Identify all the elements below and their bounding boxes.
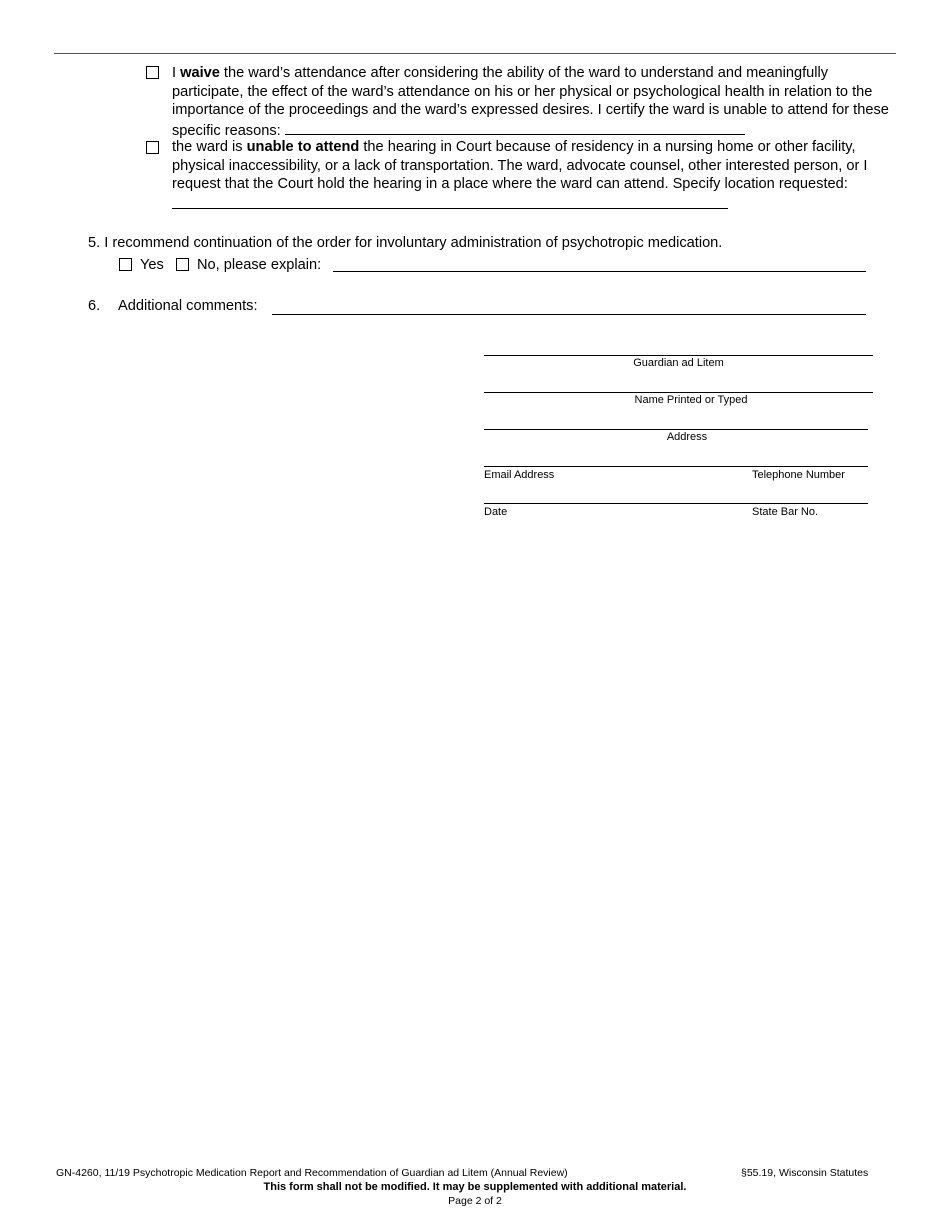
yes-checkbox[interactable] [119,258,132,271]
form-notice: This form shall not be modified. It may be supplemented with additional material. [263,1181,687,1193]
address-line[interactable] [484,429,868,430]
email-phone-line[interactable] [484,466,868,467]
date-bar-line[interactable] [484,503,868,504]
waive-paragraph [172,64,896,140]
email-label: Email Address [484,469,555,481]
waive-checkbox[interactable] [146,66,159,79]
name-label: Name Printed or Typed [634,394,748,406]
waive-bold-text: waive [180,65,220,81]
form-id: GN-4260, 11/19 Psychotropic Medication Report and Recommendation of Guardian ad Litem (Annual Review) [56,1167,568,1179]
unable-bold-text: unable to attend [246,139,360,155]
address-label: Address [666,431,708,443]
phone-label: Telephone Number [752,469,845,481]
waive-pre-text: I [172,65,181,81]
waive-text: the ward’s attendance after considering the ability of the ward to understand and meaningfully participate, the effect of the ward’s attendance on his or her physical or psychological health in relation to the importance of the proceedings and the ward’s expressed desires. I certify the ward is unable to attend for these specific reasons: [172,65,889,139]
gal-signature-line[interactable] [484,355,873,356]
item-5 [88,234,722,253]
unable-text: the hearing in Court because of residency in a nursing home or other facility, physical inaccessibility, or a lack of transportation. The ward, advocate counsel, other interested person, or I request that the Court hold the hearing in a place where the ward can attend. Specify location requested: [172,139,868,193]
statute-ref: §55.19, Wisconsin Statutes [741,1167,869,1179]
date-label: Date [484,506,508,518]
yes-label: Yes [140,257,164,273]
item-5-text: I recommend continuation of the order for involuntary administration of psychotropic medication. [104,235,723,251]
waive-reasons-field[interactable] [285,120,745,135]
name-line[interactable] [484,392,873,393]
page-number: Page 2 of 2 [448,1195,502,1207]
top-divider [54,53,896,54]
comments-field[interactable] [272,314,866,315]
unable-pre-text: the ward is [172,139,247,155]
item-6-label: Additional comments: [118,298,258,314]
location-field[interactable] [172,194,728,209]
no-checkbox[interactable] [176,258,189,271]
item-5-number: 5. [88,235,101,251]
item-6-number: 6. [88,298,101,314]
unable-checkbox[interactable] [146,141,159,154]
no-label: No, please explain: [197,257,322,273]
bar-label: State Bar No. [752,506,819,518]
explain-field[interactable] [333,271,866,272]
gal-label: Guardian ad Litem [633,357,724,369]
unable-paragraph [172,138,896,214]
